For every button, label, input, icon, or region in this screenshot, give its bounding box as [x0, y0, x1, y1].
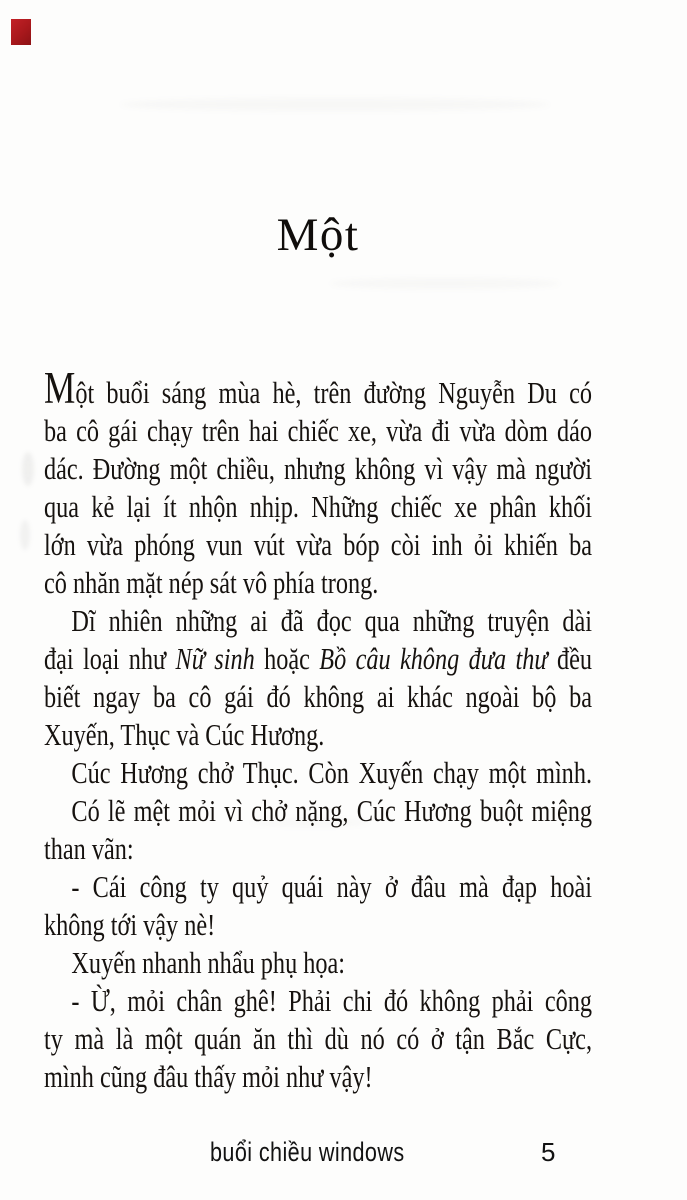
text-segment: ty mà là một quán ăn thì dù nó có ở tận Bắc Cực,: [44, 1021, 593, 1056]
text-segment: Dĩ nhiên những ai đã đọc qua những truyện dài: [71, 603, 593, 638]
text-line: [44, 363, 593, 413]
text-segment: Cúc Hương chở Thục. Còn Xuyến chạy một mình.: [71, 755, 593, 790]
text-line: [44, 944, 592, 982]
text-segment: - Cái công ty quỷ quái này ở đâu mà đạp hoài: [71, 869, 593, 904]
red-corner-marker: [11, 19, 31, 45]
text-line: [44, 412, 592, 450]
text-line: [44, 868, 592, 906]
book-title-italic: Bồ câu không đưa thư: [319, 641, 548, 676]
text-segment: than vãn:: [44, 831, 134, 866]
text-segment: Xuyến, Thục và Cúc Hương.: [44, 717, 325, 752]
text-line: [44, 526, 592, 564]
text-segment: Có lẽ mệt mỏi vì chở nặng, Cúc Hương buột miệng: [71, 793, 593, 828]
text-segment: mình cũng đâu thấy mỏi như vậy!: [44, 1059, 373, 1094]
text-line: [44, 640, 592, 678]
text-segment: cô nhăn mặt nép sát vô phía trong.: [44, 565, 379, 600]
text-line: [44, 830, 592, 868]
footer-running-title: buổi chiều windows: [210, 1137, 405, 1167]
text-segment: ba cô gái chạy trên hai chiếc xe, vừa đi vừa dòm dáo: [44, 413, 593, 448]
chapter-title: Một: [276, 209, 360, 261]
footer-page-number: 5: [541, 1137, 556, 1167]
text-segment: Xuyến nhanh nhẩu phụ họa:: [71, 945, 346, 980]
text-line: [44, 602, 592, 640]
text-segment: lớn vừa phóng vun vút vừa bóp còi inh ỏi khiến ba: [44, 527, 593, 562]
scan-smudge: [330, 278, 560, 289]
text-line: [44, 1058, 592, 1096]
text-line: [44, 754, 592, 792]
text-line: [44, 450, 592, 488]
text-line: [44, 488, 592, 526]
text-segment: đều: [547, 641, 593, 676]
scan-smudge: [120, 98, 550, 111]
text-segment: dác. Đường một chiều, nhưng không vì vậy mà người: [44, 451, 593, 486]
initial-capital: M: [44, 363, 76, 413]
text-segment: đại loại như: [44, 641, 176, 676]
text-segment: - Ừ, mỏi chân ghê! Phải chi đó không phải công: [71, 983, 593, 1018]
scan-smudge: [22, 452, 34, 486]
text-segment: ột buổi sáng mùa hè, trên đường Nguyễn Du có: [75, 375, 593, 410]
scan-smudge: [20, 520, 30, 550]
text-segment: qua kẻ lại ít nhộn nhịp. Những chiếc xe phân khối: [44, 489, 593, 524]
book-title-italic: Nữ sinh: [175, 641, 255, 676]
text-segment: biết ngay ba cô gái đó không ai khác ngoài bộ ba: [44, 679, 593, 714]
text-line: [44, 1020, 592, 1058]
text-line: [44, 982, 592, 1020]
text-segment: không tới vậy nè!: [44, 907, 216, 942]
text-segment: hoặc: [254, 641, 320, 676]
text-line: [44, 906, 592, 944]
text-line: [44, 678, 592, 716]
text-line: [44, 564, 592, 602]
text-line: [44, 716, 592, 754]
body-text: [44, 363, 593, 1096]
text-line: [44, 792, 592, 830]
